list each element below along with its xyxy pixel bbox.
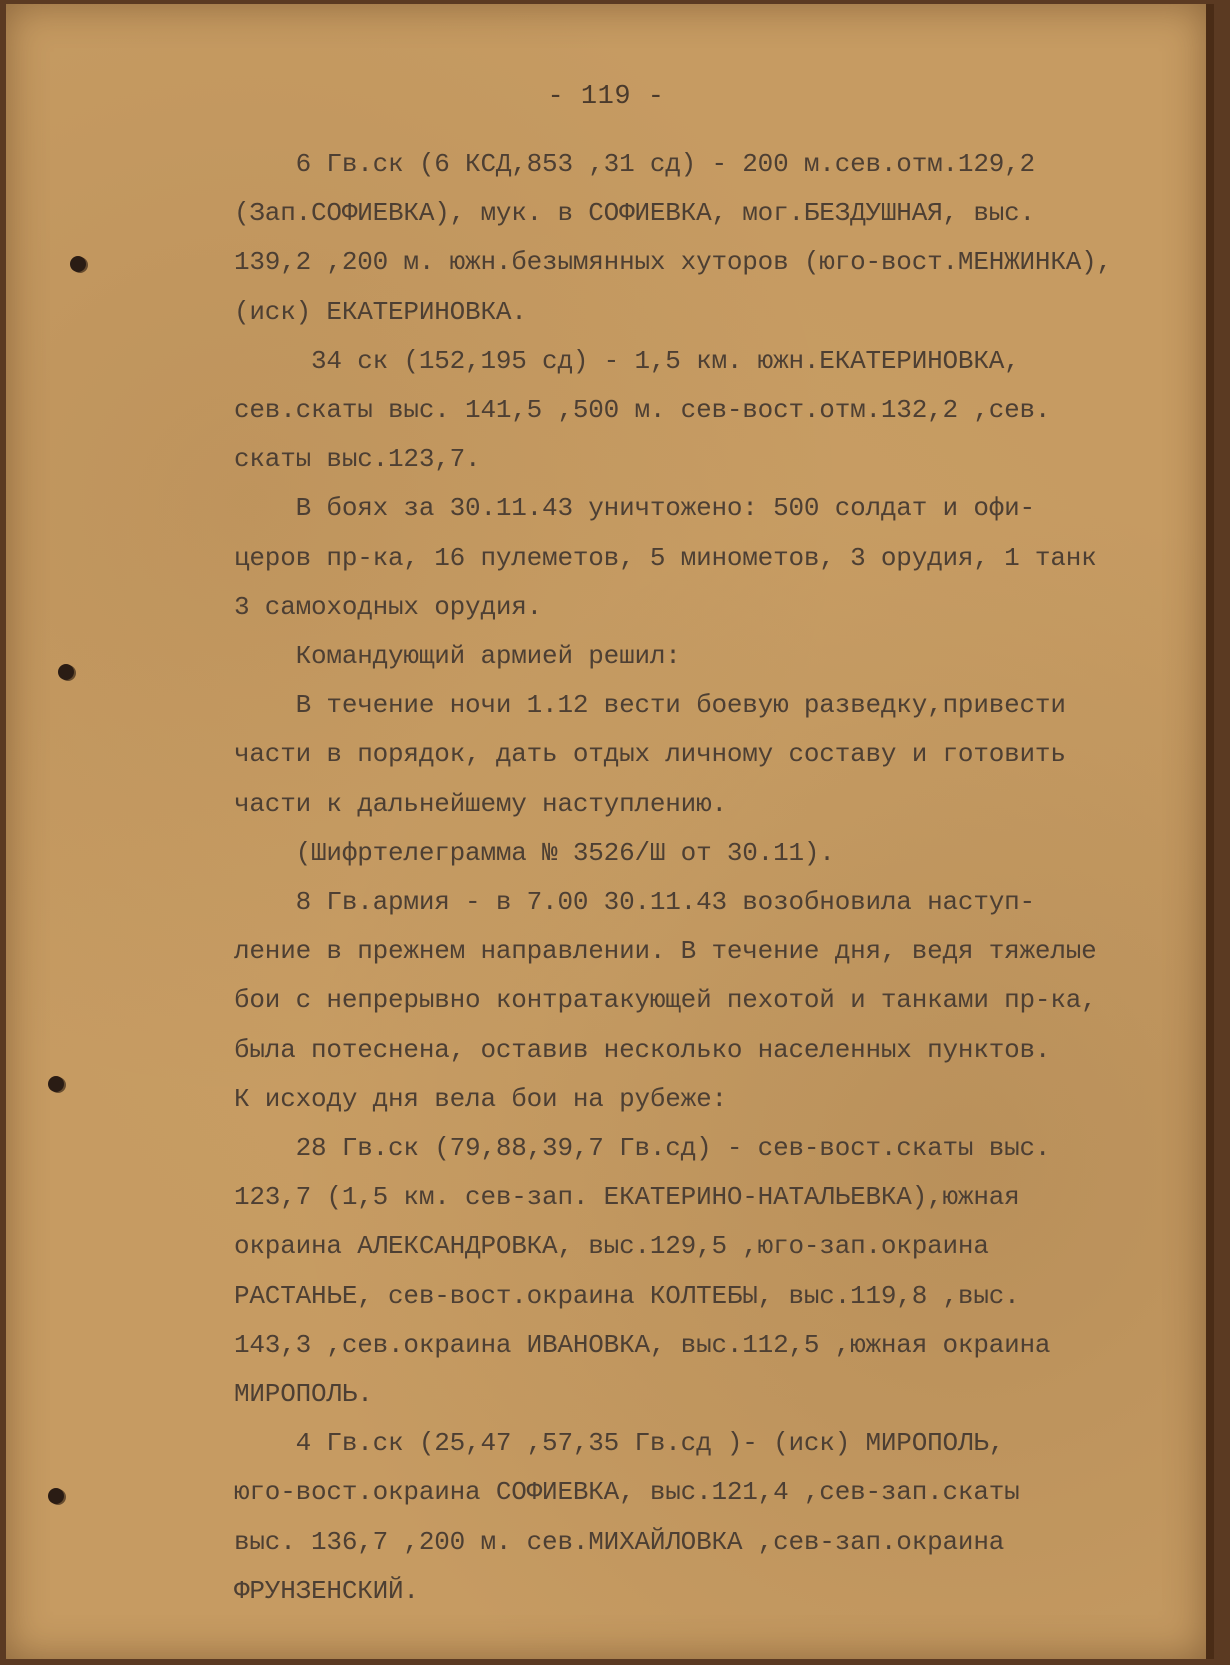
text-line: В течение ночи 1.12 вести боевую разведку,привести bbox=[234, 690, 1066, 721]
binding-hole bbox=[70, 256, 86, 272]
text-line: Командующий армией решил: bbox=[234, 641, 681, 672]
text-line: 34 ск (152,195 сд) - 1,5 км. южн.ЕКАТЕРИНОВКА, bbox=[234, 345, 1020, 376]
text-line: 143,3 ,сев.окраина ИВАНОВКА, выс.112,5 ,южная окраина bbox=[234, 1329, 1051, 1360]
text-line: 123,7 (1,5 км. сев-зап. ЕКАТЕРИНО-НАТАЛЬЕВКА),южная bbox=[234, 1182, 1020, 1213]
text-line: РАСТАНЬЕ, сев-вост.окраина КОЛТЕБЫ, выс.119,8 ,выс. bbox=[234, 1280, 1020, 1311]
text-line: юго-вост.окраина СОФИЕВКА, выс.121,4 ,сев-зап.скаты bbox=[234, 1477, 1020, 1508]
text-line: 6 Гв.ск (6 КСД,853 ,31 сд) - 200 м.сев.отм.129,2 bbox=[234, 149, 1035, 179]
text-line: церов пр-ка, 16 пулеметов, 5 минометов, 3 орудия, 1 танк bbox=[234, 542, 1097, 573]
text-line: бои с непрерывно контратакующей пехотой и танками пр-ка, bbox=[234, 985, 1097, 1016]
text-line: В боях за 30.11.43 уничтожено: 500 солдат и офи- bbox=[234, 493, 1035, 524]
text-line: выс. 136,7 ,200 м. сев.МИХАЙЛОВКА ,сев-зап.окраина bbox=[234, 1526, 1005, 1557]
text-line: 139,2 ,200 м. южн.безымянных хуторов (юго-вост.МЕНЖИНКА), bbox=[234, 247, 1112, 278]
text-line: 8 Гв.армия - в 7.00 30.11.43 возобновила наступ- bbox=[234, 887, 1035, 918]
text-line: (иск) ЕКАТЕРИНОВКА. bbox=[234, 296, 527, 327]
text-line: части в порядок, дать отдых личному составу и готовить bbox=[234, 739, 1066, 770]
text-line: ление в прежнем направлении. В течение дня, ведя тяжелые bbox=[234, 936, 1097, 967]
page-number: - 119 - bbox=[547, 82, 665, 112]
body-text bbox=[234, 140, 1194, 1616]
text-line: была потеснена, оставив несколько населенных пунктов. bbox=[234, 1034, 1051, 1065]
text-line: (Зап.СОФИЕВКА), мук. в СОФИЕВКА, мог.БЕЗДУШНАЯ, выс. bbox=[234, 198, 1035, 229]
text-line: К исходу дня вела бои на рубеже: bbox=[234, 1083, 727, 1114]
text-line: 28 Гв.ск (79,88,39,7 Гв.сд) - сев-вост.скаты выс. bbox=[234, 1133, 1051, 1164]
text-line: ФРУНЗЕНСКИЙ. bbox=[234, 1575, 419, 1606]
text-line: части к дальнейшему наступлению. bbox=[234, 788, 727, 819]
binding-hole bbox=[48, 1076, 64, 1092]
text-line: МИРОПОЛЬ. bbox=[234, 1379, 373, 1410]
text-line: (Шифртелеграмма № 3526/Ш от 30.11). bbox=[234, 837, 835, 868]
text-line: скаты выс.123,7. bbox=[234, 444, 481, 475]
text-line: окраина АЛЕКСАНДРОВКА, выс.129,5 ,юго-зап.окраина bbox=[234, 1231, 989, 1262]
binding-hole bbox=[58, 664, 74, 680]
document-page bbox=[6, 4, 1214, 1659]
text-line: 3 самоходных орудия. bbox=[234, 591, 543, 622]
binding-hole bbox=[48, 1488, 64, 1504]
text-line: 4 Гв.ск (25,47 ,57,35 Гв.сд )- (иск) МИРОПОЛЬ, bbox=[234, 1428, 1005, 1459]
text-line: сев.скаты выс. 141,5 ,500 м. сев-вост.отм.132,2 ,сев. bbox=[234, 395, 1051, 426]
